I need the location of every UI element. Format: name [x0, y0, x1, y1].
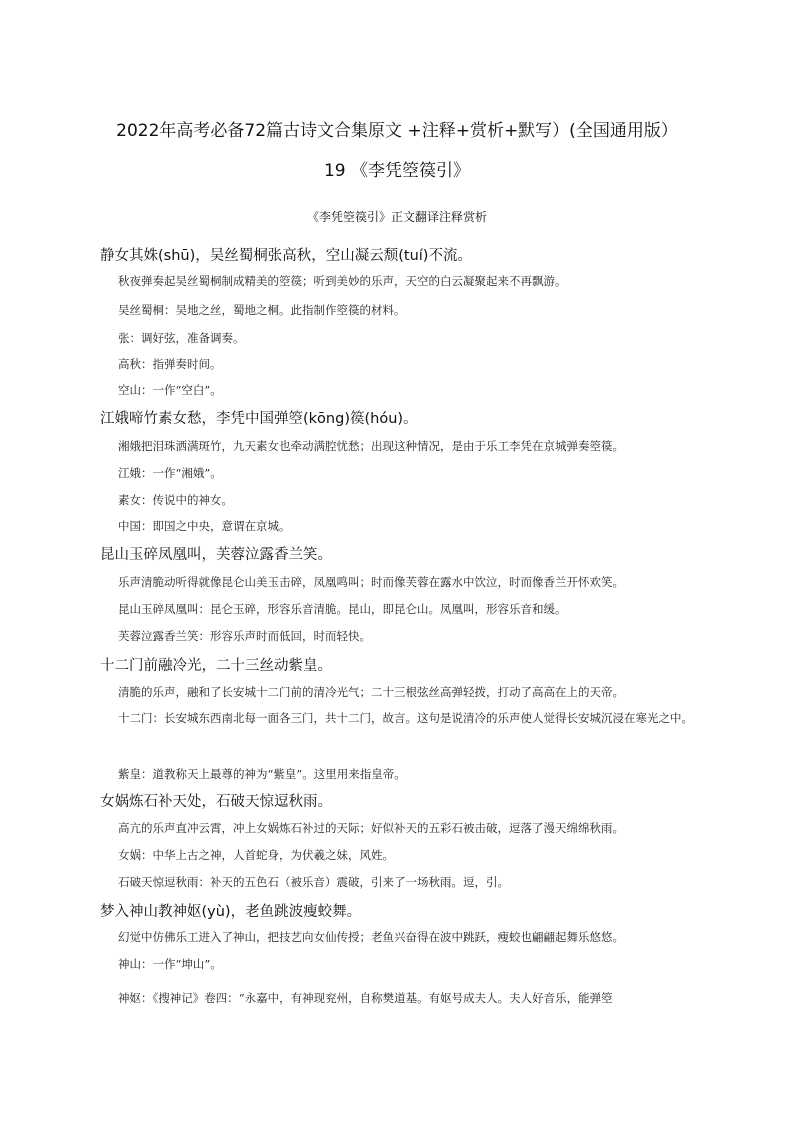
annotation-note: 江娥：一作“湘娥”。: [118, 466, 222, 480]
translation-note: 高亢的乐声直冲云霄，冲上女娲炼石补过的天际；好似补天的五彩石被击破，逗落了漫天绵绵秋雨。: [118, 821, 624, 835]
section-heading: 《李凭箜篌引》正文翻译注释赏析: [306, 210, 487, 224]
annotation-note: 吴丝蜀桐：吴地之丝，蜀地之桐。此指制作箜篌的材料。: [118, 303, 406, 317]
annotation-note: 神山：一作“坤山”。: [118, 957, 222, 971]
translation-note: 清脆的乐声，融和了长安城十二门前的清冷光气；二十三根弦丝高弹轻拨，打动了高高在上的天帝。: [118, 685, 624, 699]
annotation-note: 素女：传说中的神女。: [118, 493, 233, 507]
translation-note: 幻觉中仿佛乐工进入了神山，把技艺向女仙传授；老鱼兴奋得在波中跳跃，瘦蛟也翩翩起舞乐悠悠。: [118, 930, 624, 944]
translation-note: 乐声清脆动听得就像昆仑山美玉击碎，凤凰鸣叫；时而像芙蓉在露水中饮泣，时而像香兰开怀欢笑。: [118, 575, 624, 589]
annotation-note: 张：调好弦，准备调奏。: [118, 331, 245, 345]
verse-line: 昆山玉碎凤凰叫，芙蓉泣露香兰笑。: [100, 547, 332, 563]
annotation-note: 空山：一作“空白”。: [118, 383, 222, 397]
annotation-note: 高秋：指弹奏时间。: [118, 357, 222, 371]
annotation-note: 石破天惊逗秋雨：补天的五色石（被乐音）震破，引来了一场秋雨。逗，引。: [118, 875, 509, 889]
annotation-note: 神妪：《搜神记》卷四：“永嘉中，有神现兖州，自称樊道基。有妪号成夫人。夫人好音乐，能弹箜: [118, 991, 613, 1005]
annotation-note: 芙蓉泣露香兰笑：形容乐声时而低回，时而轻快。: [118, 629, 371, 643]
document-title: 2022年高考必备72篇古诗文合集原文 +注释+赏析+默写）(全国通用版）: [116, 121, 678, 141]
annotation-note: 昆山玉碎凤凰叫：昆仑玉碎，形容乐音清脆。昆山，即昆仑山。凤凰叫，形容乐音和缓。: [118, 602, 567, 616]
verse-line: 十二门前融冷光，二十三丝动紫皇。: [100, 658, 332, 674]
poem-title: 19 《李凭箜篌引》: [323, 161, 471, 181]
verse-line: 梦入神山教神妪(yù)，老鱼跳波瘦蛟舞。: [100, 904, 362, 920]
verse-line: 江娥啼竹素女愁，李凭中国弹箜(kōng)篌(hóu)。: [100, 411, 418, 427]
translation-note: 秋夜弹奏起吴丝蜀桐制成精美的箜篌；听到美妙的乐声，天空的白云凝聚起来不再飘游。: [118, 274, 567, 288]
verse-line: 女娲炼石补天处，石破天惊逗秋雨。: [100, 794, 332, 810]
annotation-note: 中国：即国之中央，意谓在京城。: [118, 519, 291, 533]
translation-note: 湘娥把泪珠洒满斑竹，九天素女也牵动满腔忧愁；出现这种情况，是由于乐工李凭在京城弹奏箜篌。: [118, 439, 624, 453]
verse-line: 静女其姝(shū)，吴丝蜀桐张高秋，空山凝云颓(tuí)不流。: [100, 248, 472, 264]
annotation-note: 女娲：中华上古之神，人首蛇身，为伏羲之妹，风姓。: [118, 848, 394, 862]
annotation-note: 紫皇：道教称天上最尊的神为“紫皇”。这里用来指皇帝。: [118, 767, 406, 781]
annotation-note: 十二门：长安城东西南北每一面各三门，共十二门，故言。这句是说清冷的乐声使人觉得长安城沉浸在寒光之中。: [118, 711, 693, 725]
